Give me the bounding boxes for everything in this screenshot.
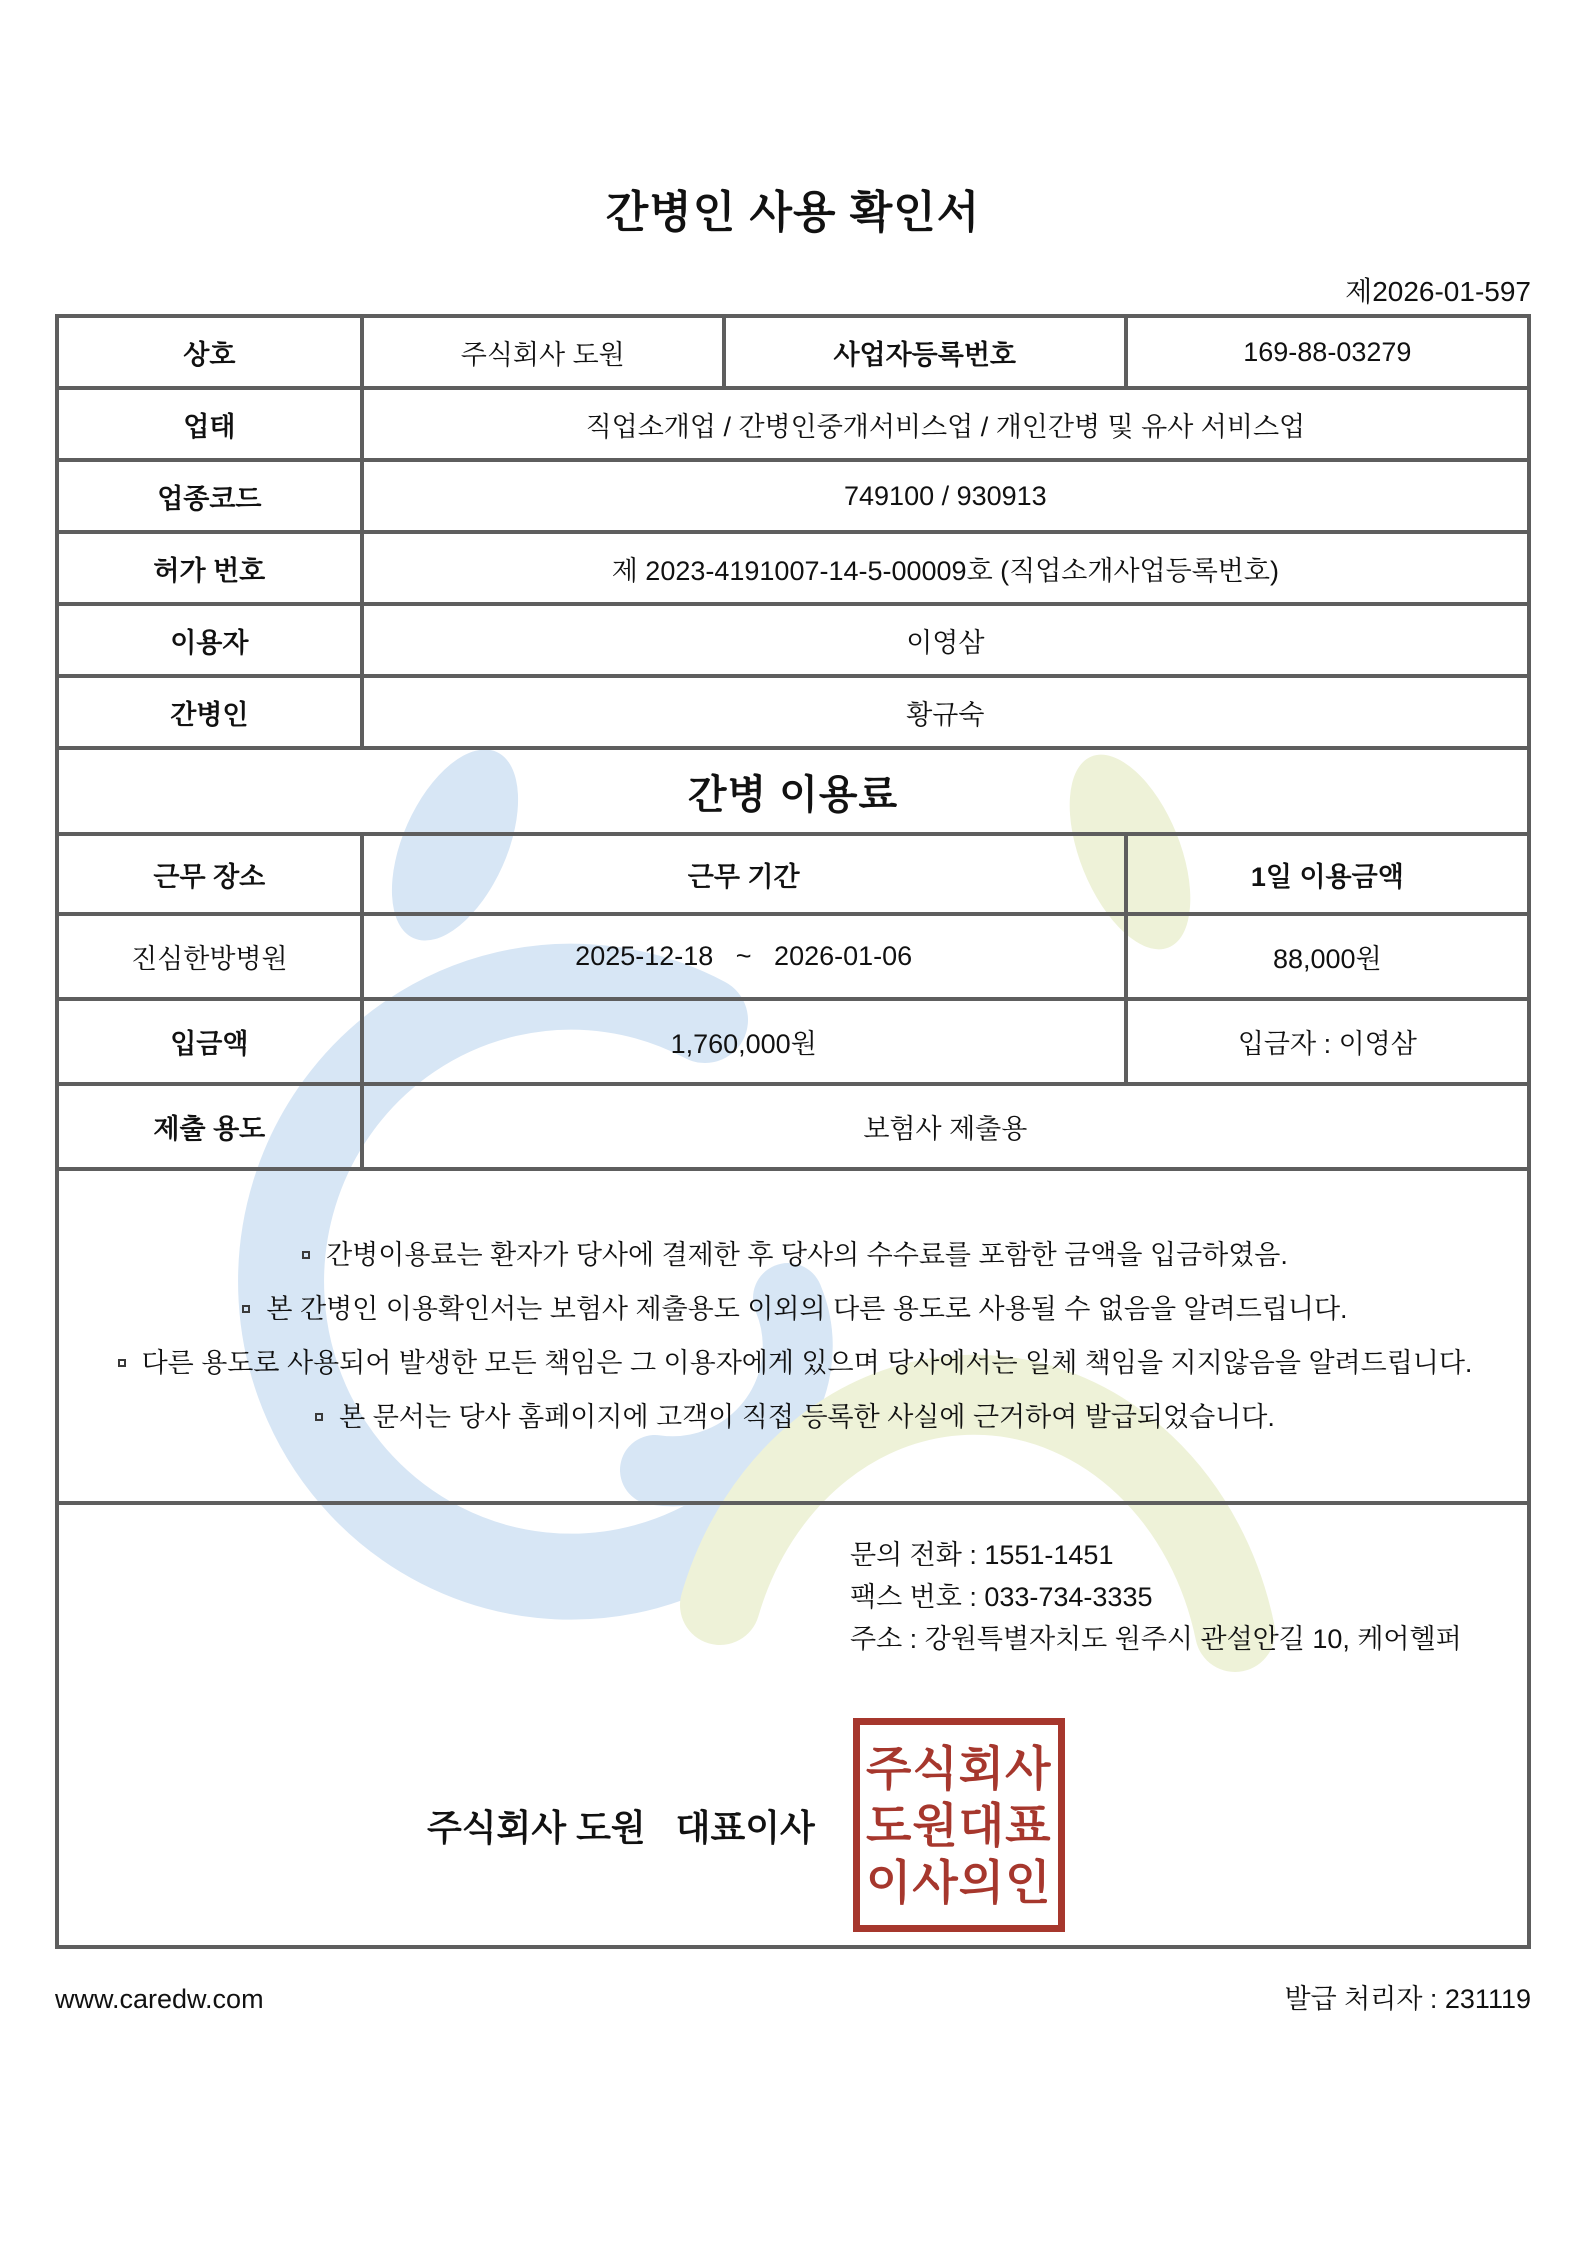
contact-phone: 문의 전화 : 1551-1451 [850,1540,1114,1570]
deposit-label: 입금액 [57,999,362,1084]
signature-row [67,1712,1519,1938]
license-label: 허가 번호 [57,532,362,604]
footer-website: www.caredw.com [55,1984,264,2014]
contact-block [850,1534,1519,1660]
note-item [67,1282,1519,1336]
depositor-value: : 이영삼 [1316,1029,1417,1059]
biz-type-value: 직업소개업 / 간병인중개서비스업 / 개인간병 및 유사 서비스업 [362,388,1529,460]
deposit-value: 1,760,000원 [362,999,1126,1084]
contact-fax: 팩스 번호 : 033-734-3335 [850,1582,1153,1612]
corporate-seal-stamp [853,1718,1065,1932]
fee-section-title-cell [57,748,1529,834]
row-fee-section-title [57,748,1529,834]
biz-type-label: 업태 [57,388,362,460]
purpose-value: 보험사 제출용 [362,1084,1529,1169]
row-license [57,532,1529,604]
note-text-4: 본 문서는 당사 홈페이지에 고객이 직접 등록한 사실에 근거하여 발급되었습니다. [339,1402,1275,1432]
industry-code-label: 업종코드 [57,460,362,532]
period-header: 근무 기간 [362,834,1126,914]
company-label: 상호 [57,316,362,388]
signature-cell [57,1503,1529,1947]
row-notes [57,1169,1529,1503]
signature-text: 주식회사 도원 대표이사 [427,1806,815,1848]
depositor-cell [1126,999,1529,1084]
depositor-label: 입금자 [1237,1029,1317,1059]
square-bullet-icon [315,1413,323,1421]
daily-fee-value: 88,000원 [1126,914,1529,999]
row-company [57,316,1529,388]
caregiver-value: 황규숙 [362,676,1529,748]
period-text: 2025-12-18 ~ 2026-01-06 [575,941,913,971]
period-value [362,914,1126,999]
stamp-line: 도원대표 [865,1798,1052,1852]
note-item [67,1336,1519,1390]
row-business-type [57,388,1529,460]
row-industry-code [57,460,1529,532]
stamp-line: 주식회사 [865,1741,1052,1795]
square-bullet-icon [118,1359,126,1367]
square-bullet-icon [242,1305,250,1313]
row-fee-data [57,914,1529,999]
company-value: 주식회사 도원 [362,316,724,388]
row-deposit [57,999,1529,1084]
row-user [57,604,1529,676]
industry-code-value: 749100 / 930913 [362,460,1529,532]
row-purpose [57,1084,1529,1169]
place-header: 근무 장소 [57,834,362,914]
note-text-1: 간병이용료는 환자가 당사에 결제한 후 당사의 수수료를 포함한 금액을 입금하였음. [326,1240,1288,1270]
row-caregiver [57,676,1529,748]
page-title: 간병인 사용 확인서 [605,188,981,237]
square-bullet-icon [302,1251,310,1259]
caregiver-label: 간병인 [57,676,362,748]
row-fee-headers [57,834,1529,914]
biz-reg-value: 169-88-03279 [1126,316,1529,388]
daily-fee-header: 1일 이용금액 [1126,834,1529,914]
row-signature [57,1503,1529,1947]
purpose-label: 제출 용도 [57,1084,362,1169]
note-item [67,1390,1519,1444]
footer-issuer: 발급 처리자 : 231119 [1284,1984,1531,2014]
user-value: 이영삼 [362,604,1529,676]
note-text-3: 다른 용도로 사용되어 발생한 모든 책임은 그 이용자에게 있으며 당사에서는 일체 책임을 지지않음을 알려드립니다. [141,1348,1473,1378]
document-number: 제2026-01-597 [1345,276,1531,307]
page-footer [55,1983,1531,2015]
license-value: 제 2023-4191007-14-5-00009호 (직업소개사업등록번호) [362,532,1529,604]
note-text-2: 본 간병인 이용확인서는 보험사 제출용도 이외의 다른 용도로 사용될 수 없음을 알려드립니다. [266,1294,1348,1324]
fee-section-title: 간병 이용료 [687,772,899,817]
confirmation-table [55,314,1531,1949]
place-value: 진심한방병원 [57,914,362,999]
notes-cell [57,1169,1529,1503]
stamp-line: 이사의인 [865,1855,1052,1909]
biz-reg-label: 사업자등록번호 [724,316,1126,388]
user-label: 이용자 [57,604,362,676]
note-item [67,1228,1519,1282]
contact-address: 주소 : 강원특별자치도 원주시 관설안길 10, 케어헬퍼 [850,1624,1462,1654]
